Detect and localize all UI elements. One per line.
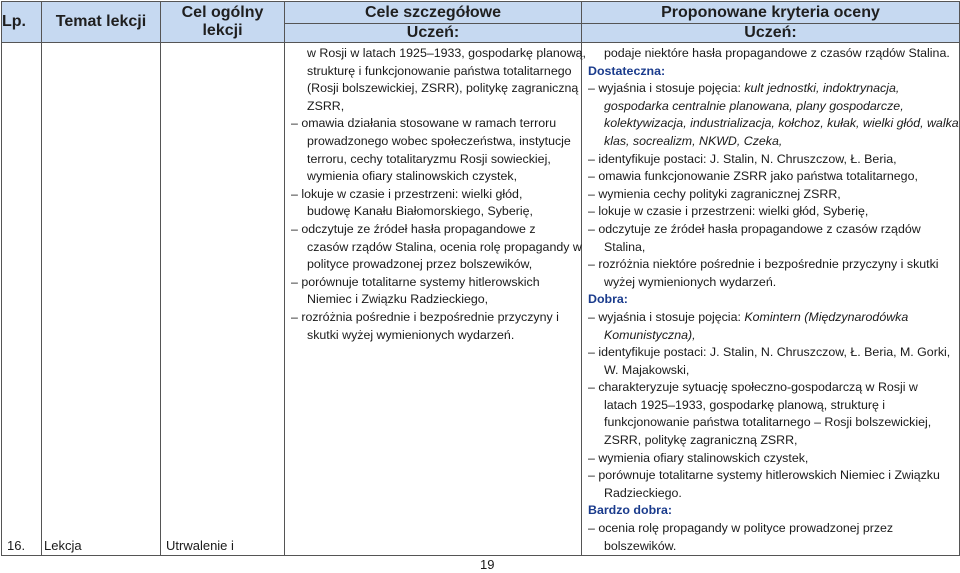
criteria-term-list: gospodarka centralnie planowana, plany gospodarcze, (604, 98, 904, 113)
criteria-line (588, 115, 959, 133)
header-lp: Lp. (2, 2, 42, 43)
criteria-line (588, 450, 953, 468)
grade-level-label (588, 63, 953, 81)
specific-goal-line: – lokuje w czasie i przestrzeni: wielki głód, (291, 186, 523, 201)
page-number: 19 (480, 557, 495, 572)
specific-goal-line: budowę Kanału Białomorskiego, Syberię, (307, 204, 533, 219)
criteria-text: – lokuje w czasie i przestrzeni: wielki głód, Syberię, (588, 204, 869, 219)
criteria-line (588, 344, 953, 362)
specific-goal-line: – porównuje totalitarne systemy hitlerowskich (291, 274, 540, 289)
criteria-line (588, 485, 953, 503)
header-criteria: Proponowane kryteria oceny (582, 2, 960, 24)
criteria-text: wyżej wymienionych wydarzeń. (604, 274, 777, 289)
criteria-text: Radzieckiego. (604, 485, 682, 500)
criteria-text: – identyfikuje postaci: J. Stalin, N. Chruszczow, Ł. Beria, M. Gorki, (588, 345, 951, 360)
criteria-line (588, 432, 953, 450)
criteria-text: bolszewików. (604, 538, 677, 553)
lesson-plan-table (1, 1, 960, 556)
criteria-line (588, 397, 953, 415)
row-topic: Lekcja (44, 537, 82, 553)
specific-goal-line: polityce prowadzonej przez bolszewików, (307, 257, 533, 272)
criteria-line (588, 168, 953, 186)
criteria-line (588, 186, 953, 204)
specific-goals-list (291, 45, 586, 344)
specific-goal-line: – rozróżnia pośrednie i bezpośrednie przyczyny i (291, 309, 559, 324)
specific-goal-line: strukturę i funkcjonowanie państwa totalitarnego (307, 63, 572, 78)
criteria-line (588, 520, 953, 538)
specific-goal-line: czasów rządów Stalina, ocenia rolę propagandy w (307, 239, 582, 254)
criteria-term-list: kult jednostki, indoktrynacja, (744, 81, 900, 96)
criteria-text: – wymienia cechy polityki zagranicznej ZSRR, (588, 186, 841, 201)
header-general-goal-line1: Cel ogólny (181, 4, 264, 21)
specific-goal-line: terroru, cechy totalitaryzmu Rosji sowieckiej, (307, 151, 551, 166)
criteria-term-list: Komunistyczna), (604, 327, 696, 342)
criteria-line (588, 309, 953, 327)
cell-general-goal (161, 43, 285, 556)
criteria-line (588, 379, 953, 397)
criteria-line (588, 203, 953, 221)
criteria-text: – omawia funkcjonowanie ZSRR jako państwa totalitarnego, (588, 169, 918, 184)
criteria-text: Bardzo dobra: (588, 503, 672, 518)
criteria-text: Stalina, (604, 239, 646, 254)
header-general-goal (161, 2, 285, 43)
specific-goal-line: – odczytuje ze źródeł hasła propagandowe z (291, 221, 536, 236)
criteria-text: funkcjonowanie państwa totalitarnego – Rosji bolszewickiej, (604, 415, 932, 430)
header-criteria-sub: Uczeń: (582, 24, 960, 43)
header-topic: Temat lekcji (42, 2, 161, 43)
header-general-goal-line2: lekcji (202, 22, 243, 39)
criteria-list (588, 45, 959, 555)
specific-goal-line: Niemiec i Związku Radzieckiego, (307, 292, 489, 307)
criteria-text: – identyfikuje postaci: J. Stalin, N. Chruszczow, Ł. Beria, (588, 151, 897, 166)
specific-goal-line: prowadzonego wobec społeczeństwa, instytucje (307, 133, 571, 148)
row-general-goal: Utrwalenie i (166, 537, 234, 553)
specific-goal-line: ZSRR, (307, 98, 345, 113)
criteria-text: – rozróżnia niektóre pośrednie i bezpośrednie przyczyny i skutki (588, 257, 939, 272)
criteria-line (588, 256, 953, 274)
criteria-line (588, 239, 953, 257)
criteria-text: – wyjaśnia i stosuje pojęcia: (588, 309, 745, 324)
criteria-text: – wyjaśnia i stosuje pojęcia: (588, 81, 745, 96)
criteria-line (588, 151, 953, 169)
specific-goal-line: w Rosji w latach 1925–1933, gospodarkę planową, (307, 46, 586, 60)
specific-goal-line: wymienia ofiary stalinowskich czystek, (307, 169, 518, 184)
cell-lp (2, 43, 42, 556)
table-row (2, 43, 960, 556)
grade-level-label (588, 291, 953, 309)
criteria-text: latach 1925–1933, gospodarkę planową, strukturę i (604, 397, 886, 412)
criteria-text: W. Majakowski, (604, 362, 690, 377)
specific-goal-line: skutki wyżej wymienionych wydarzeń. (307, 327, 515, 342)
criteria-text: ZSRR, politykę zagraniczną ZSRR, (604, 433, 798, 448)
criteria-term-list: Komintern (Międzynarodówka (744, 309, 909, 324)
criteria-text: – charakteryzuje sytuację społeczno-gospodarczą w Rosji w (588, 380, 918, 395)
criteria-line (588, 538, 953, 556)
criteria-text: – ocenia rolę propagandy w polityce prowadzonej przez (588, 521, 894, 536)
header-specific-goals: Cele szczegółowe (285, 2, 582, 24)
criteria-line (588, 414, 953, 432)
cell-specific-goals (285, 43, 586, 556)
specific-goal-line: – omawia działania stosowane w ramach terroru (291, 116, 557, 131)
criteria-text: Dostateczna: (588, 63, 666, 78)
criteria-text: – wymienia ofiary stalinowskich czystek, (588, 450, 809, 465)
criteria-line (588, 327, 953, 345)
header-specific-goals-sub: Uczeń: (285, 24, 582, 43)
criteria-line (588, 45, 953, 63)
criteria-line (588, 98, 953, 116)
criteria-line (588, 362, 953, 380)
specific-goal-line: (Rosji bolszewickiej, ZSRR), politykę zagraniczną (307, 81, 579, 96)
criteria-line (588, 133, 953, 151)
criteria-text: – porównuje totalitarne systemy hitlerowskich Niemiec i Związku (588, 468, 940, 483)
criteria-line (588, 467, 953, 485)
criteria-term-list: kolektywizacja, industrializacja, kołchoz, kułak, wielki głód, walka (604, 116, 959, 131)
criteria-text: – odczytuje ze źródeł hasła propagandowe z czasów rządów (588, 221, 921, 236)
cell-topic (42, 43, 161, 556)
cell-criteria (582, 43, 960, 556)
criteria-text: podaje niektóre hasła propagandowe z czasów rządów Stalina. (604, 46, 950, 60)
criteria-line (588, 80, 953, 98)
row-number: 16. (7, 537, 26, 553)
criteria-line (588, 221, 953, 239)
grade-level-label (588, 502, 953, 520)
criteria-text: Dobra: (588, 292, 628, 307)
criteria-term-list: klas, socrealizm, NKWD, Czeka, (604, 133, 783, 148)
criteria-line (588, 274, 953, 292)
